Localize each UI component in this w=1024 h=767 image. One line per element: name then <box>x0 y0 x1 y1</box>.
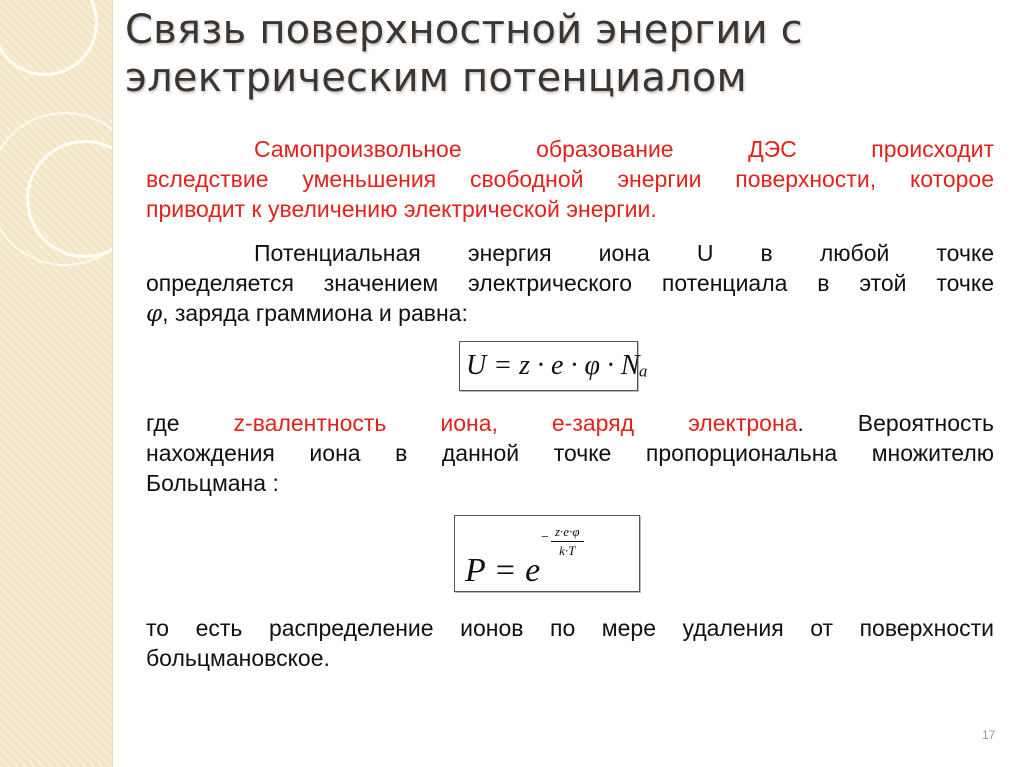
text-line: приводит к увеличению электрической энергии. <box>146 196 657 222</box>
ring-decoration <box>0 0 98 76</box>
exponent-numerator: z·e·φ <box>551 524 584 542</box>
word: Потенциальная <box>254 240 421 266</box>
word: ДЭС <box>748 136 797 162</box>
formula-text: U = z · e · φ · Nₐ <box>466 350 648 381</box>
formula-exponent <box>551 524 584 559</box>
word: z-валентность <box>233 410 387 436</box>
word: Самопроизвольное <box>254 136 462 162</box>
page-number: 17 <box>982 728 996 742</box>
decorative-rings <box>0 0 130 767</box>
word: происходит <box>871 136 994 162</box>
text-line: больцмановское. <box>146 645 330 671</box>
symbol-u: U <box>696 240 714 266</box>
paragraph-distribution <box>146 613 994 673</box>
formula-potential-energy <box>459 341 648 391</box>
text-line: то есть распределение ионов по мере удаления от поверхности <box>146 615 994 641</box>
word: где <box>146 410 180 436</box>
word-red-part: электрона <box>688 410 798 436</box>
word: иона <box>598 240 650 266</box>
word: в <box>760 240 773 266</box>
formula-boltzmann <box>454 515 640 592</box>
text-line: нахождения иона в данной точке пропорциональна множителю <box>146 440 994 466</box>
punctuation: . <box>797 410 804 436</box>
text-line <box>146 238 994 268</box>
word: иона, <box>440 410 498 436</box>
word: Вероятность <box>857 410 995 436</box>
text-fragment: , заряда граммиона и равна: <box>162 300 468 326</box>
text-line: Больцмана : <box>146 470 279 496</box>
word: энергия <box>467 240 552 266</box>
paragraph-potential-energy <box>146 238 994 329</box>
text-line <box>146 134 994 164</box>
side-band-divider <box>112 0 113 767</box>
formula-minus: − <box>541 530 549 545</box>
exponent-denominator: k·T <box>559 543 576 558</box>
paragraph-ion-probability <box>146 408 994 498</box>
formula-base: P = e <box>465 552 541 589</box>
text-line: вследствие уменьшения свободной энергии поверхности, которое <box>146 166 994 192</box>
slide-title: Связь поверхностной энергии с электрическим потенциалом <box>125 7 803 101</box>
word: образование <box>536 136 674 162</box>
paragraph-formation-des <box>146 134 994 224</box>
text-line <box>146 298 994 329</box>
phi-symbol: φ <box>146 301 163 327</box>
text-line <box>146 408 994 438</box>
word: точке <box>936 240 995 266</box>
word <box>688 410 804 436</box>
text-line: определяется значением электрического потенциала в этой точке <box>146 270 994 296</box>
word: любой <box>819 240 890 266</box>
word: e-заряд <box>551 410 635 436</box>
